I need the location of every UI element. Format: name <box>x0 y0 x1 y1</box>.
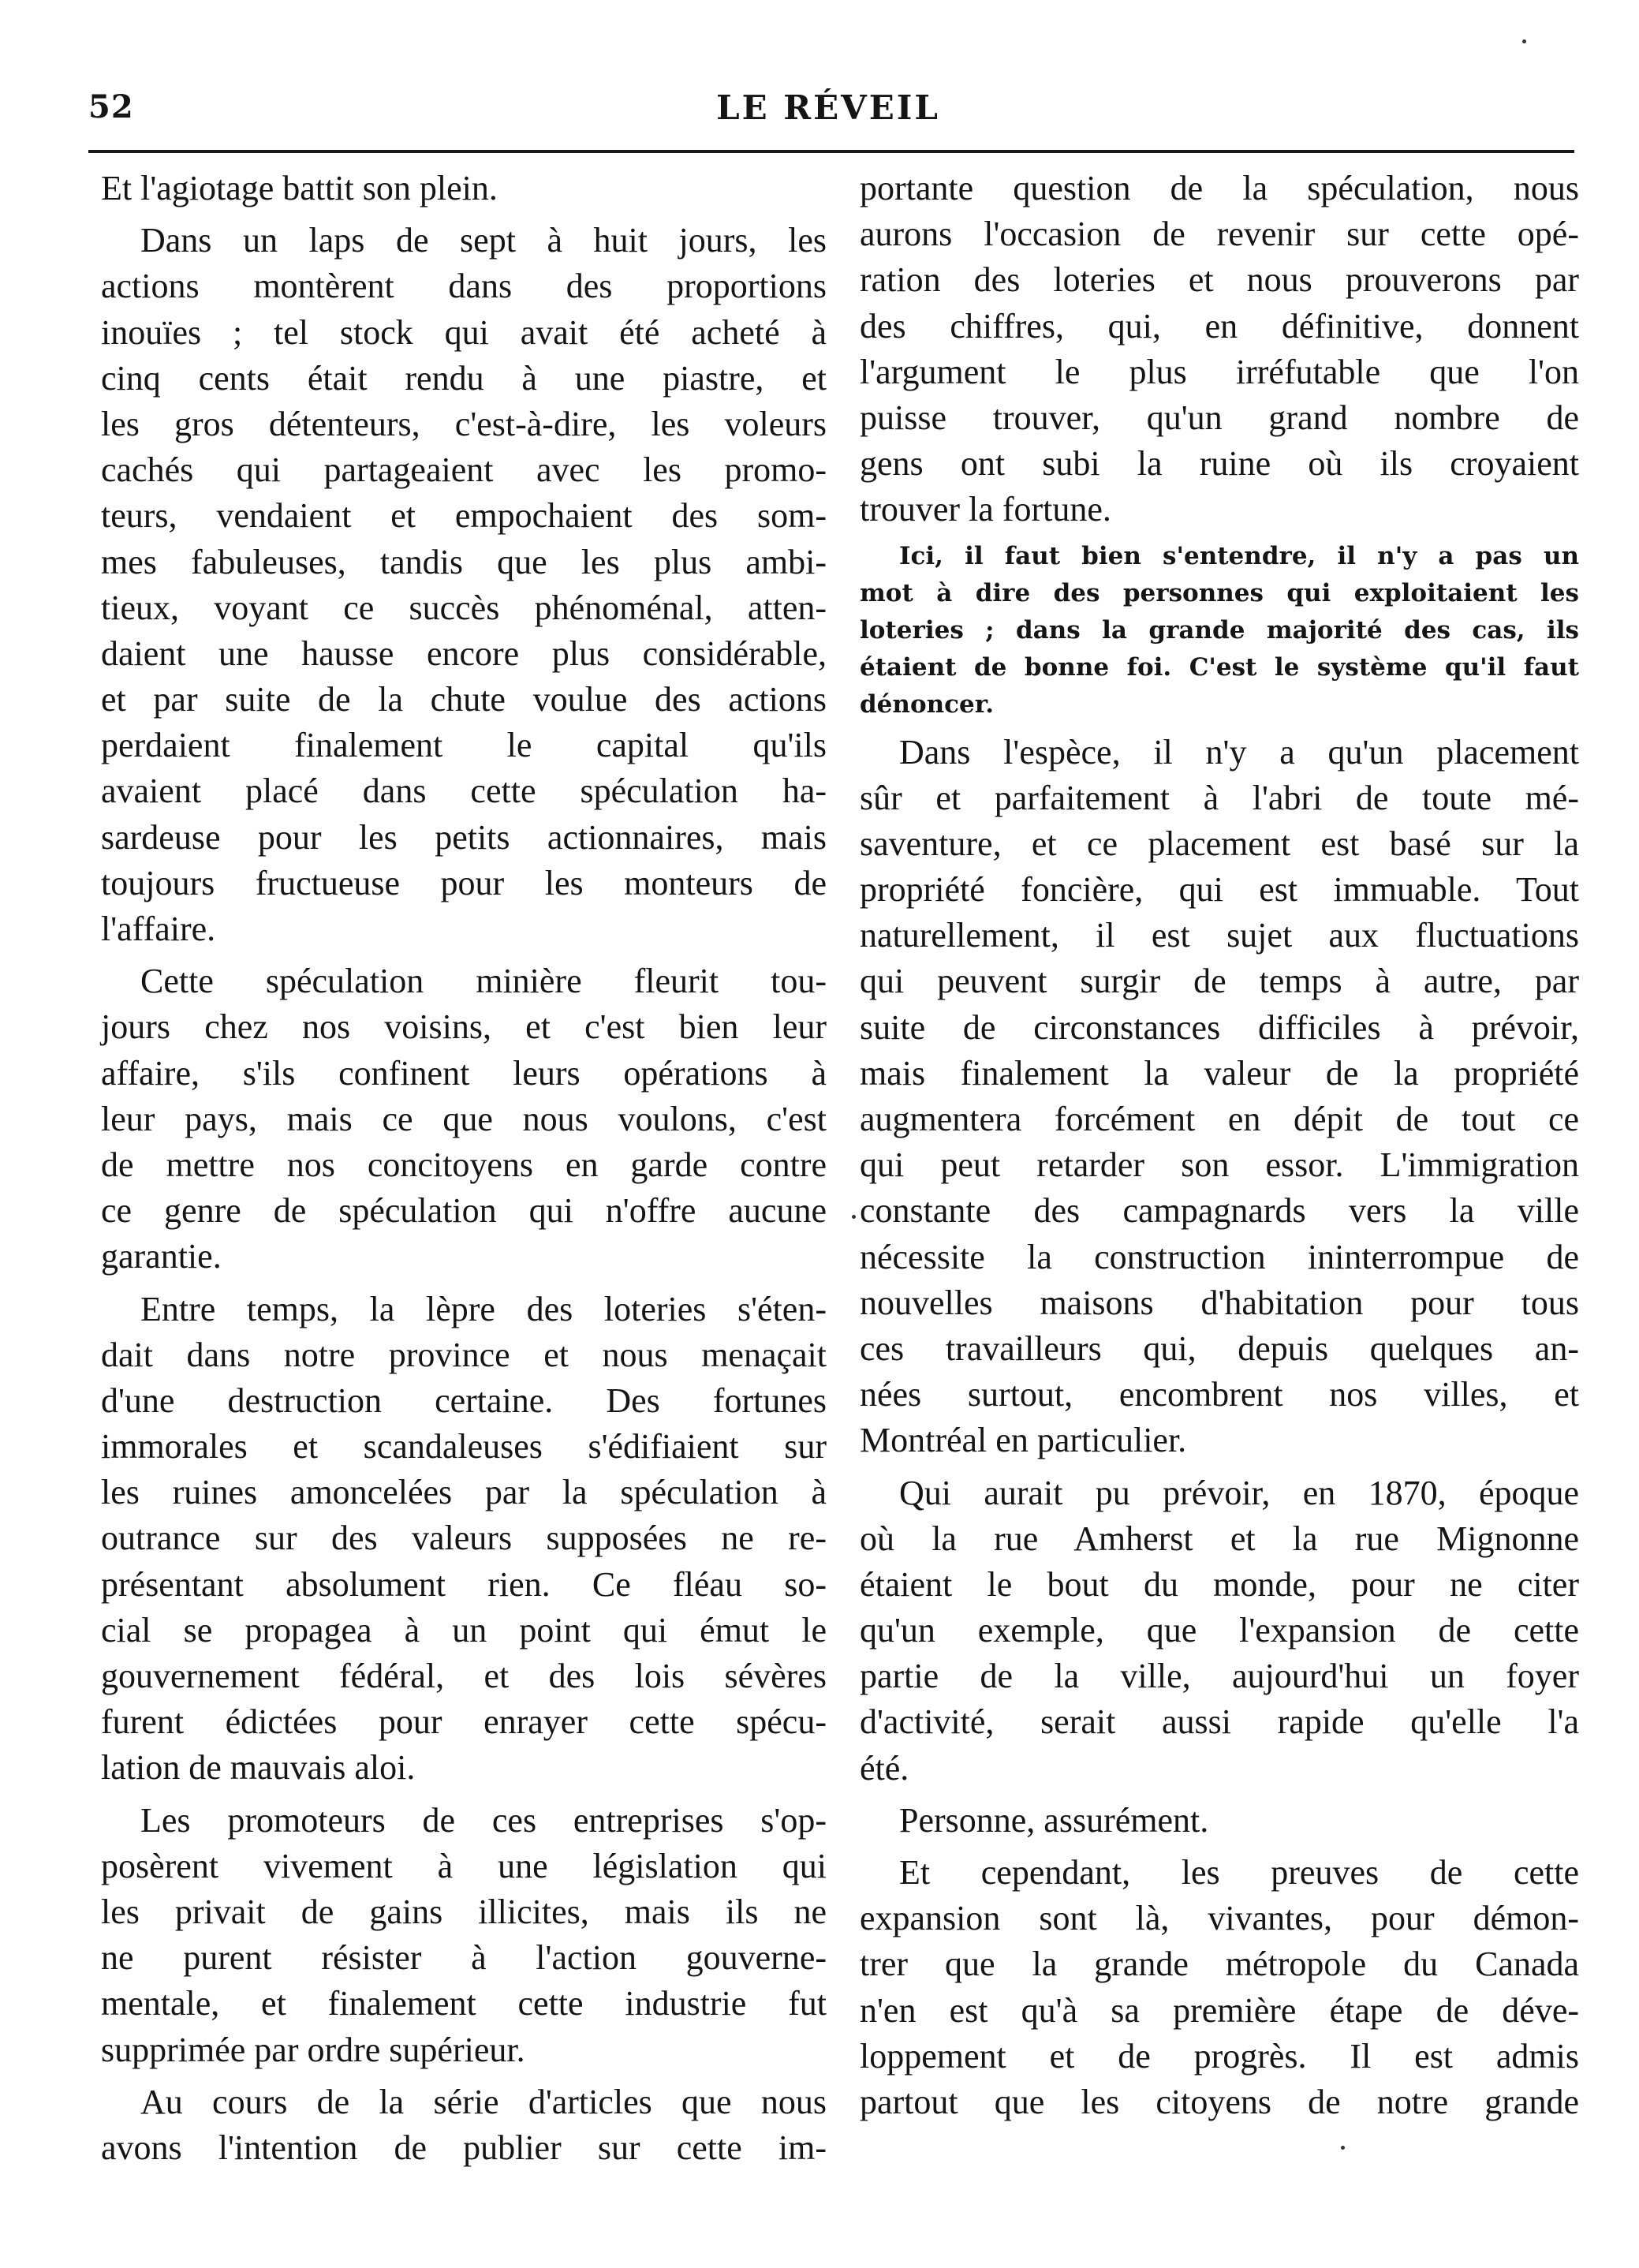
text-line: de mettre nos concitoyens en garde contre <box>101 1145 827 1184</box>
editorial-note <box>860 538 1579 723</box>
text-line: Au cours de la série d'articles que nous <box>140 2082 827 2121</box>
text-line: saventure, et ce placement est basé sur la <box>860 824 1579 863</box>
text-line: aurons l'occasion de revenir sur cette opé- <box>860 215 1579 254</box>
paragraph-continuation <box>860 166 1579 533</box>
text-line: immorales et scandaleuses s'édifiaient sur <box>101 1427 827 1467</box>
text-line: nées surtout, encombrent nos villes, et <box>860 1375 1579 1414</box>
text-line: toujours fructueuse pour les monteurs de <box>101 863 827 902</box>
page-number: 52 <box>88 88 134 125</box>
text-line: avaient placé dans cette spéculation ha- <box>101 772 827 811</box>
text-line: dait dans notre province et nous menaçait <box>101 1335 827 1374</box>
paragraph <box>860 1798 1579 1844</box>
running-title: LE RÉVEIL <box>716 88 940 127</box>
text-line: qui peut retarder son essor. L'immigration <box>860 1145 1579 1185</box>
text-line: l'affaire. <box>101 910 216 948</box>
text-line: garantie. <box>101 1237 222 1276</box>
text-line: ration des loteries et nous prouverons par <box>860 260 1579 300</box>
text-line: présentant absolument rien. Ce fléau so- <box>101 1564 827 1604</box>
text-line: mes fabuleuses, tandis que les plus ambi- <box>101 542 827 581</box>
text-line: nécessite la construction ininterrompue de <box>860 1237 1579 1276</box>
text-line: nouvelles maisons d'habitation pour tous <box>860 1283 1579 1322</box>
paragraph <box>860 1470 1579 1792</box>
print-speck <box>1341 2146 1345 2150</box>
right-column <box>860 166 1579 2125</box>
text-line: ne purent résister à l'action gouverne- <box>101 1938 827 1978</box>
text-line: portante question de la spéculation, nous <box>860 169 1579 207</box>
text-line: Et l'agiotage battit son plein. <box>101 169 498 207</box>
print-speck <box>1522 39 1526 43</box>
paragraph <box>101 1287 827 1792</box>
text-line: supprimée par ordre supérieur. <box>101 2030 525 2069</box>
text-line: inouïes ; tel stock qui avait été acheté à <box>101 312 827 352</box>
paragraph <box>101 218 827 952</box>
paragraph <box>101 2079 827 2171</box>
text-line: partout que les citoyens de notre grande <box>860 2082 1579 2121</box>
text-line: cachés qui partageaient avec les promo- <box>101 450 827 490</box>
text-line: ces travailleurs qui, depuis quelques an- <box>860 1328 1579 1368</box>
text-line: sûr et parfaitement à l'abri de toute mé- <box>860 778 1579 817</box>
text-line: les ruines amoncelées par la spéculation à <box>101 1473 827 1512</box>
text-line: naturellement, il est sujet aux fluctuations <box>860 916 1579 955</box>
text-line: n'en est qu'à sa première étape de déve- <box>860 1990 1579 2030</box>
text-line: Cette spéculation minière fleurit tou- <box>140 962 827 1001</box>
text-line: qui peuvent surgir de temps à autre, par <box>860 962 1579 1001</box>
left-column <box>101 166 827 2171</box>
text-line: cial se propagea à un point qui émut le <box>101 1610 827 1650</box>
text-line: augmentera forcément en dépit de tout ce <box>860 1100 1579 1138</box>
header-rule <box>88 150 1574 153</box>
paragraph <box>101 958 827 1280</box>
text-line: lation de mauvais aloi. <box>101 1748 416 1788</box>
text-line: Entre temps, la lèpre des loteries s'éten- <box>140 1289 827 1328</box>
text-line: posèrent vivement à une législation qui <box>101 1846 827 1885</box>
text-line: étaient de bonne foi. C'est le système qu'il faut <box>860 652 1579 682</box>
text-line: et par suite de la chute voulue des actions <box>101 680 827 719</box>
text-line: puisse trouver, qu'un grand nombre de <box>860 398 1579 437</box>
text-line: teurs, vendaient et empochaient des som- <box>101 496 827 536</box>
text-line: leur pays, mais ce que nous voulons, c'est <box>101 1099 827 1138</box>
text-line: été. <box>860 1748 909 1788</box>
text-line: Montréal en particulier. <box>860 1421 1187 1460</box>
text-line: daient une hausse encore plus considérable, <box>101 633 827 673</box>
text-line: tieux, voyant ce succès phénoménal, atten- <box>101 588 827 627</box>
page-header <box>88 88 1568 136</box>
text-line: gouvernement fédéral, et des lois sévères <box>101 1657 827 1695</box>
text-line: avons l'intention de publier sur cette im- <box>101 2128 827 2167</box>
text-line: les gros détenteurs, c'est-à-dire, les voleurs <box>101 404 827 443</box>
text-line: mentale, et finalement cette industrie fut <box>101 1984 827 2023</box>
text-line: trouver la fortune. <box>860 490 1111 529</box>
text-line: Ici, il faut bien s'entendre, il n'y a pas un <box>899 541 1579 570</box>
paragraph <box>101 1798 827 2073</box>
text-line: sardeuse pour les petits actionnaires, mais <box>101 817 827 857</box>
text-line: Dans un laps de sept à huit jours, les <box>140 221 827 260</box>
print-speck <box>852 1215 856 1219</box>
text-line: d'une destruction certaine. Des fortunes <box>101 1381 827 1420</box>
text-line: où la rue Amherst et la rue Mignonne <box>860 1519 1579 1558</box>
paragraph <box>860 730 1579 1464</box>
text-line: partie de la ville, aujourd'hui un foyer <box>860 1657 1579 1696</box>
text-line: jours chez nos voisins, et c'est bien leur <box>101 1007 827 1047</box>
text-line: des chiffres, qui, en définitive, donnent <box>860 306 1579 346</box>
text-line: perdaient finalement le capital qu'ils <box>101 726 827 765</box>
text-line: d'activité, serait aussi rapide qu'elle l'a <box>860 1702 1579 1742</box>
text-line: Dans l'espèce, il n'y a qu'un placement <box>899 732 1579 772</box>
text-line: mot à dire des personnes qui exploitaient les <box>860 578 1579 607</box>
text-line: ce genre de spéculation qui n'offre aucune <box>101 1191 827 1231</box>
text-line: les privait de gains illicites, mais ils ne <box>101 1892 827 1931</box>
paragraph <box>101 166 827 211</box>
text-line: propriété foncière, qui est immuable. Tout <box>860 870 1579 910</box>
text-line: qu'un exemple, que l'expansion de cette <box>860 1611 1579 1650</box>
text-line: suite de circonstances difficiles à prévoir, <box>860 1007 1579 1047</box>
text-line: loppement et de progrès. Il est admis <box>860 2036 1579 2076</box>
text-line: expansion sont là, vivantes, pour démon- <box>860 1899 1579 1938</box>
text-line: affaire, s'ils confinent leurs opérations à <box>101 1053 827 1093</box>
text-line: actions montèrent dans des proportions <box>101 267 827 306</box>
text-line: dénoncer. <box>860 689 995 719</box>
text-line: loteries ; dans la grande majorité des cas, ils <box>860 615 1579 645</box>
text-line: Les promoteurs de ces entreprises s'op- <box>140 1800 827 1840</box>
text-line: furent édictées pour enrayer cette spécu- <box>101 1702 827 1742</box>
paragraph <box>860 1850 1579 2125</box>
text-line: constante des campagnards vers la ville <box>860 1191 1579 1231</box>
text-line: Personne, assurément. <box>899 1800 1209 1840</box>
text-line: trer que la grande métropole du Canada <box>860 1945 1579 1984</box>
text-line: gens ont subi la ruine où ils croyaient <box>860 444 1579 484</box>
text-line: l'argument le plus irréfutable que l'on <box>860 352 1579 391</box>
text-line: étaient le bout du monde, pour ne citer <box>860 1564 1579 1604</box>
text-line: Et cependant, les preuves de cette <box>899 1853 1579 1892</box>
text-line: Qui aurait pu prévoir, en 1870, époque <box>899 1473 1579 1512</box>
text-line: mais finalement la valeur de la propriété <box>860 1053 1579 1093</box>
text-line: cinq cents était rendu à une piastre, et <box>101 358 827 398</box>
text-line: outrance sur des valeurs supposées ne re- <box>101 1519 827 1558</box>
